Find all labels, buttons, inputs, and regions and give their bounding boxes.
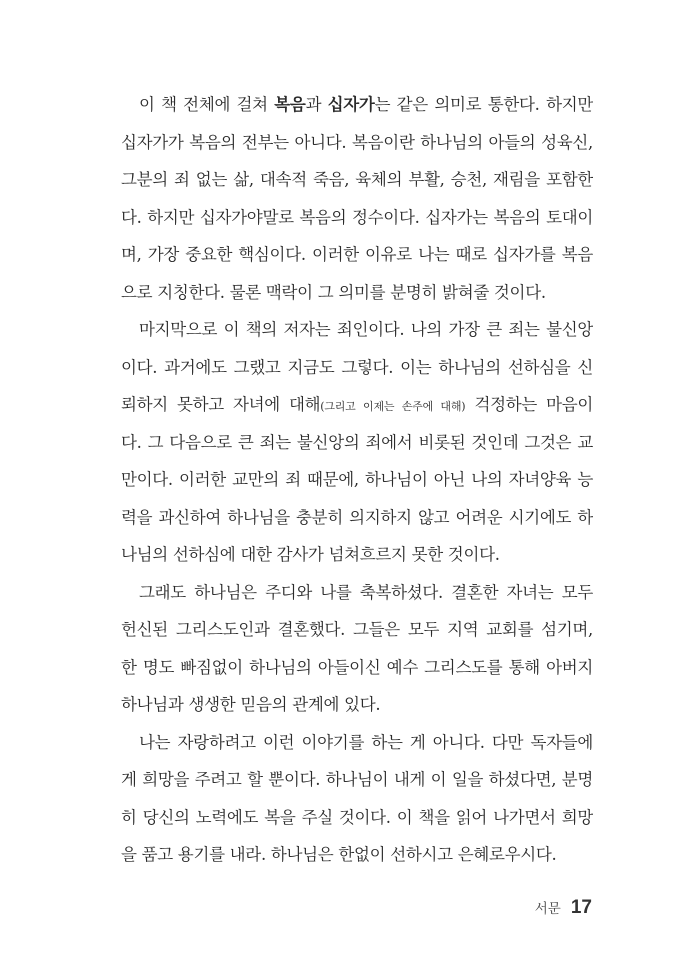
paragraph-4-line-4: 을 품고 용기를 내라. 하나님은 한없이 선하시고 은혜로우시다. <box>121 845 557 864</box>
paragraph-3-line-3: 한 명도 빠짐없이 하나님의 아들이신 예수 그리스도를 통해 아버지 <box>121 657 593 677</box>
page-number: 17 <box>570 897 592 918</box>
page-footer <box>535 897 592 919</box>
paragraph-1-line-3: 그분의 죄 없는 삶, 대속적 죽음, 육체의 부활, 승천, 재림을 포함한 <box>121 170 593 189</box>
section-label: 서문 <box>534 901 561 917</box>
paragraph-1-line-2: 십자가가 복음의 전부는 아니다. 복음이란 하나님의 아들의 성육신, <box>121 132 593 152</box>
paragraph-4-line-2: 게 희망을 주려고 할 뿐이다. 하나님이 내게 이 일을 하셨다면, 분명 <box>121 770 593 789</box>
bold-term-cross: 십자가 <box>327 95 375 114</box>
paragraph-1-line-4: 다. 하지만 십자가야말로 복음의 정수이다. 십자가는 복음의 토대이 <box>121 207 593 227</box>
paragraph-1-line-6: 으로 지칭한다. 물론 맥락이 그 의미를 분명히 밝혀줄 것이다. <box>121 282 546 302</box>
paragraph-4-line-3: 히 당신의 노력에도 복을 주실 것이다. 이 책을 읽어 나가면서 희망 <box>121 807 593 827</box>
text-run: 걱정하는 마음이 <box>465 395 593 414</box>
paragraph-1-line-1 <box>121 86 593 124</box>
paragraph-3-line-4: 하나님과 생생한 믿음의 관계에 있다. <box>121 695 381 714</box>
text-run: 는 같은 의미로 통한다. 하지만 <box>374 95 593 114</box>
parenthetical-note: (그리고 이제는 손주에 대해) <box>320 400 466 413</box>
text-run: 과 <box>305 95 328 114</box>
paragraph-2-line-6: 력을 과신하여 하나님을 충분히 의지하지 않고 어려운 시기에도 하 <box>121 507 593 527</box>
text-run: 이 책 전체에 걸쳐 <box>139 95 275 114</box>
paragraph-2-line-4: 다. 그 다음으로 큰 죄는 불신앙의 죄에서 비롯된 것인데 그것은 교 <box>121 432 593 452</box>
paragraph-2-line-2: 이다. 과거에도 그랬고 지금도 그렇다. 이는 하나님의 선하심을 신 <box>121 357 593 377</box>
paragraph-2-line-3 <box>121 386 593 424</box>
paragraph-2-line-7: 나님의 선하심에 대한 감사가 넘쳐흐르지 못한 것이다. <box>121 545 500 564</box>
paragraph-2-line-5: 만이다. 이러한 교만의 죄 때문에, 하나님이 아닌 나의 자녀양육 능 <box>121 470 593 489</box>
text-run: 뢰하지 못하고 자녀에 대해 <box>121 395 321 414</box>
paragraph-3-line-1: 그래도 하나님은 주디와 나를 축복하셨다. 결혼한 자녀는 모두 <box>139 582 593 602</box>
paragraph-1-line-5: 며, 가장 중요한 핵심이다. 이러한 이유로 나는 때로 십자가를 복음 <box>121 245 593 264</box>
body-text <box>121 86 593 874</box>
paragraph-4-line-1: 나는 자랑하려고 이런 이야기를 하는 게 아니다. 다만 독자들에 <box>139 732 593 752</box>
paragraph-3-line-2: 헌신된 그리스도인과 결혼했다. 그들은 모두 지역 교회를 섬기며, <box>121 620 593 639</box>
bold-term-gospel: 복음 <box>274 95 306 114</box>
paragraph-2-line-1: 마지막으로 이 책의 저자는 죄인이다. 나의 가장 큰 죄는 불신앙 <box>139 320 593 339</box>
